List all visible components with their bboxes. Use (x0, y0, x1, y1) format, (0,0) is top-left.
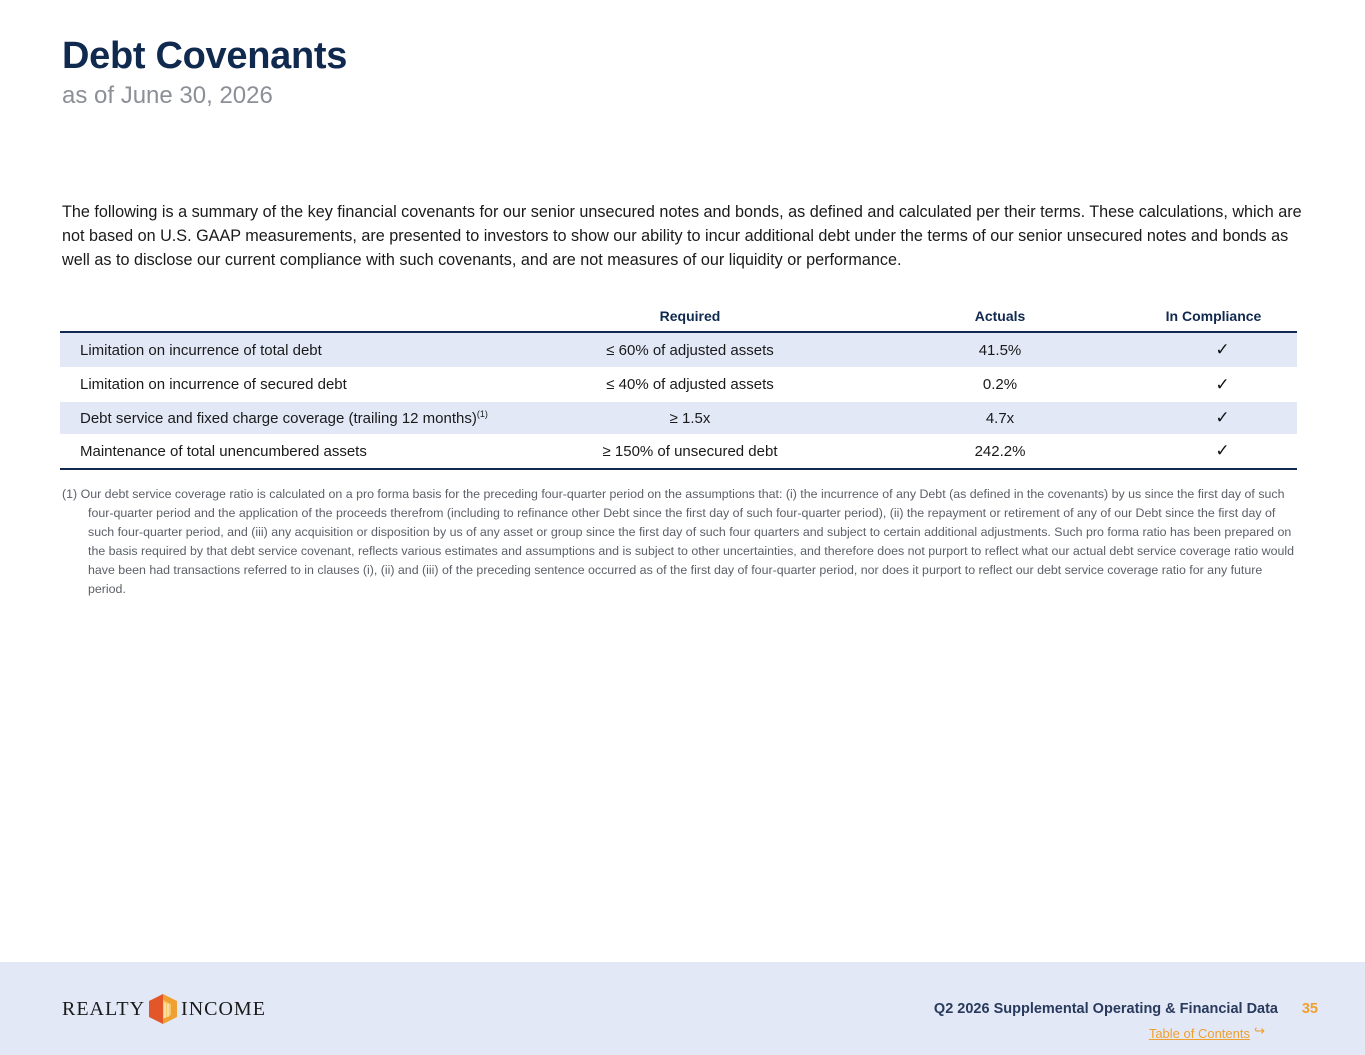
covenant-label-text: Debt service and fixed charge coverage (trailing 12 months) (80, 409, 477, 427)
table-row (60, 367, 1297, 402)
covenant-label: Limitation on incurrence of total debt (60, 332, 510, 367)
page-title: Debt Covenants (62, 35, 348, 77)
checkmark-icon: ✓ (1215, 441, 1230, 461)
covenant-label (60, 402, 510, 434)
covenant-actual: 0.2% (982, 376, 1018, 393)
covenant-table (60, 300, 1297, 470)
logo-text-left: REALTY (62, 997, 146, 1020)
page-footer (0, 962, 1365, 1055)
covenant-required: ≤ 60% of adjusted assets (510, 332, 870, 367)
checkmark-icon: ✓ (1215, 340, 1230, 360)
company-logo (62, 994, 266, 1024)
logo-mark-icon (149, 994, 177, 1024)
covenant-label: Maintenance of total unencumbered assets (60, 434, 510, 469)
compliance-cell (1130, 367, 1297, 402)
covenant-required: ≥ 1.5x (510, 402, 870, 434)
table-row (60, 434, 1297, 469)
table-of-contents-link[interactable]: Table of Contents (1148, 1026, 1250, 1041)
compliance-cell (1130, 332, 1297, 367)
page-subtitle: as of June 30, 2026 (62, 82, 273, 109)
covenant-actual: 242.2% (870, 434, 1130, 469)
table-row (60, 402, 1297, 434)
covenant-actual: 4.7x (870, 402, 1130, 434)
header-actuals: Actuals (870, 300, 1130, 332)
checkmark-icon: ✓ (1215, 374, 1230, 395)
table-row (60, 332, 1297, 367)
header-label (60, 300, 510, 332)
header-required: Required (510, 300, 870, 332)
covenant-actual: 41.5% (870, 332, 1130, 367)
footnote: (1) Our debt service coverage ratio is calculated on a pro forma basis for the preceding four-quarter period on the assumptions that: (i) the incurrence of any Debt (as defined in the covenants) by us since the first day of such four-quarter period and the application of the proceeds therefrom (including to refinance other Debt since the first day of such four-quarter period), (ii) the repayment or retirement of any of our Debt since the first day of such four-quarter period, and (iii) any acquisition or disposition by us of any asset or group since the first day of such four quarters and subject to certain additional adjustments. Such pro forma ratio has been prepared on the basis required by that debt service covenant, reflects various estimates and assumptions and is subject to other uncertainties, and therefore does not purport to reflect what our actual debt service coverage ratio would have been had transactions referred to in clauses (i), (ii) and (iii) of the preceding sentence occurred as of the first day of four-quarter period, nor does it purport to reflect our debt service coverage ratio for any future period. (62, 487, 1294, 596)
checkmark-icon: ✓ (1215, 408, 1230, 428)
arrow-return-icon[interactable]: ↪ (1254, 1024, 1265, 1039)
compliance-cell (1130, 434, 1297, 469)
compliance-cell (1130, 402, 1297, 434)
covenant-required: ≥ 150% of unsecured debt (510, 434, 870, 469)
document-title: Q2 2026 Supplemental Operating & Financial Data (933, 1001, 1278, 1017)
covenant-required: ≤ 40% of adjusted assets (606, 376, 774, 393)
logo-text-right: INCOME (181, 997, 266, 1020)
page-number: 35 (1301, 1001, 1318, 1017)
table-header-row (60, 300, 1297, 332)
intro-paragraph: The following is a summary of the key financial covenants for our senior unsecured notes and bonds, as defined and calculated per their terms. These calculations, which are not based on U.S. GAAP measurements, are presented to investors to show our ability to incur additional debt under the terms of our senior unsecured notes and bonds as well as to disclose our current compliance with such covenants, and are not measures of our liquidity or performance. (62, 203, 1302, 269)
covenant-label: Limitation on incurrence of secured debt (80, 376, 347, 393)
header-compliance: In Compliance (1130, 300, 1297, 332)
footnote-marker: (1) (476, 408, 488, 419)
